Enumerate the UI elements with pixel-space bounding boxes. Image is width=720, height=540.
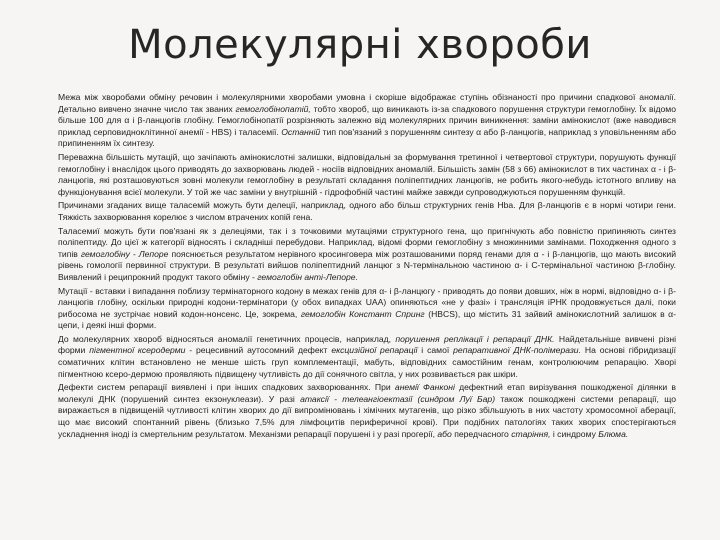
italic-term: репаративної ДНК-полімерази.: [453, 345, 581, 356]
text-run: також пошкоджені системи репарації, що виражається в підвищеній чутливості клітин хворих до дії випромінювань і хімічних мутагенів, що різко збільшують в них частоту хромосомної аберації, що має високий спонтанний рівень (близько 7,5% для лімфоцитів периферичної крові). При подібних патологіях таких хворих спостерігаються ускладнення іноді із смертельним результатом. Механізми репарації порушені і у разі прогерії,: [58, 393, 676, 439]
text-run: передчасного: [451, 428, 512, 439]
italic-term: Останній: [281, 126, 321, 137]
text-run: Мутації - вставки і випадання поблизу термінаторного кодону в межах генів для α- і β-ланцюгу - приводять до появи довших, ніж в нормі, відповідно α- і β-ланцюгів глобіну, оскільки природні кодони-термінатори (у обох випадках UAA) опиняються «не у фазі» і трансляція іРНК продовжується далі, поки рибосома не зустрічає новий кодон-нонсенс. Це, зокрема,: [58, 285, 676, 319]
text-run: тип пов'язаний з порушенням синтезу α або β-ланцюгів, наприклад з уповільненням або припиненням їх синтезу.: [58, 126, 676, 149]
text-run: і самої: [417, 345, 454, 356]
text-run: - рецесивний аутосомний дефект: [185, 345, 332, 356]
paragraph: [58, 200, 676, 223]
text-run: На основі гібридизації соматичних клітин встановлено не менше шість груп комплементації, мабуть, відповідних самостійним генам, контролюючим репарацію. Хворі пігментною ксеро-дермою проявляють підвищену чутливість до дії сонячного світла, у них розвивається рак шкіри.: [58, 345, 677, 379]
italic-term: гемоглобін Констант Спринг: [300, 308, 425, 319]
italic-term: пігментної ксеродерми: [89, 345, 186, 356]
text-run: До молекулярних хвороб відносяться аномалії генетичних процесів, наприклад,: [58, 333, 396, 344]
text-run: тобто хвороб, що виникають із-за спадкового порушення структури гемоглобіну. Їх відомо більше 100 для α і β-ланцюгів глобіну. Гемоглобінопатії розрізняють залежно від молекулярних причин виникнення: заміни амінокислот (вже наводився приклад серповидноклітинної анемії - HBS) і таласемії.: [58, 103, 676, 137]
text-run: Таласемиї можуть бути пов'язані як з делеціями, так і з точковими мутаціями структурного гена, що пригнічують або повністю припиняють синтез поліпептиду. До цієї ж категорії відносять і складніші перебудови. Наприклад, відомі форми гемоглобіну з множинними замінами. Походження одного з типів: [58, 225, 676, 259]
italic-term: Блюма.: [598, 428, 629, 439]
italic-term: гемоглобіну - Лепоре: [80, 248, 169, 259]
text-run: пояснюється результатом нерівного кросинговера між розташованими поряд генами для α - і β-ланцюгів, що мають високий рівень гомології первинної структури. В результаті вийшов поліпептидний ланцюг з N-термінальною частиною α- і С-термінальної частиною β-глобіну. Виявлений і реципрокний продукт такого обміну -: [58, 248, 676, 282]
paragraph: [58, 152, 676, 198]
paragraph: [58, 92, 676, 150]
body-text: [58, 92, 676, 442]
italic-term: анемії Фанконі: [394, 382, 455, 393]
italic-term: старіння,: [511, 428, 551, 439]
paragraph: [58, 226, 676, 284]
italic-term: або: [437, 428, 452, 439]
text-run: Причинами згаданих вище таласемій можуть бути делеції, наприклад, одного або більш структурних генів Hba. Для β-ланцюгів є в нормі чотири гени. Тяжкість захворювання корелює з числом втрачених копій гена.: [58, 200, 676, 222]
text-run: дефектний етап вирізування пошкодженої ділянки в молекулі ДНК (порушений синтез екзонуклеази). У разі: [58, 382, 677, 404]
text-run: Дефекти систем репарації виявлені і при інших спадкових захворюваннях. При: [58, 382, 395, 393]
text-run: Найдетальніше вивчені різні форми: [58, 333, 677, 356]
text-run: і синдрому: [550, 428, 599, 439]
text-run: (HBCS), що містить 31 зайвий амінокислотний залишок в α-цепи, і деякі інші форми.: [58, 308, 676, 331]
italic-term: порушення реплікації і репарації ДНК.: [395, 333, 555, 344]
paragraph: [58, 286, 676, 332]
italic-term: ексцизійної репарації: [331, 345, 418, 356]
page-title: Молекулярні хвороби: [128, 22, 592, 68]
paragraph: [58, 334, 676, 380]
italic-term: атаксії - телеангіоектазії (синдром Луї Бар): [300, 393, 496, 404]
paragraph: [58, 382, 676, 440]
text-run: Межа між хворобами обміну речовин і молекулярними хворобами умовна і скоріше відображає ступінь обізнаності про причини спадкової аномалії. Детально вивчено значне число так званих: [58, 92, 676, 114]
text-run: Переважна більшість мутацій, що зачіпають амінокислотні залишки, відповідальні за формування третинної і четвертової структури, порушують функції гемоглобіну і внаслідок цього приводять до захворювань людей - носіїв відповідних аномалій. Більшість замін (58 з 66) амінокислот в тих частинах α - і β-ланцюгів, які розташовуються зовні молекули гемоглобіну в результаті складання поліпептидних ланцюгів, не робить якого-небудь істотного впливу на функціонування всієї молекули. У той же час заміни у внутрішній - гідрофобній частині майже завжди супроводжуються порушенням функцій.: [58, 151, 676, 197]
italic-term: гемоглобінопатій,: [235, 103, 311, 114]
italic-term: гемоглобін анті-Лепоре.: [257, 271, 358, 282]
